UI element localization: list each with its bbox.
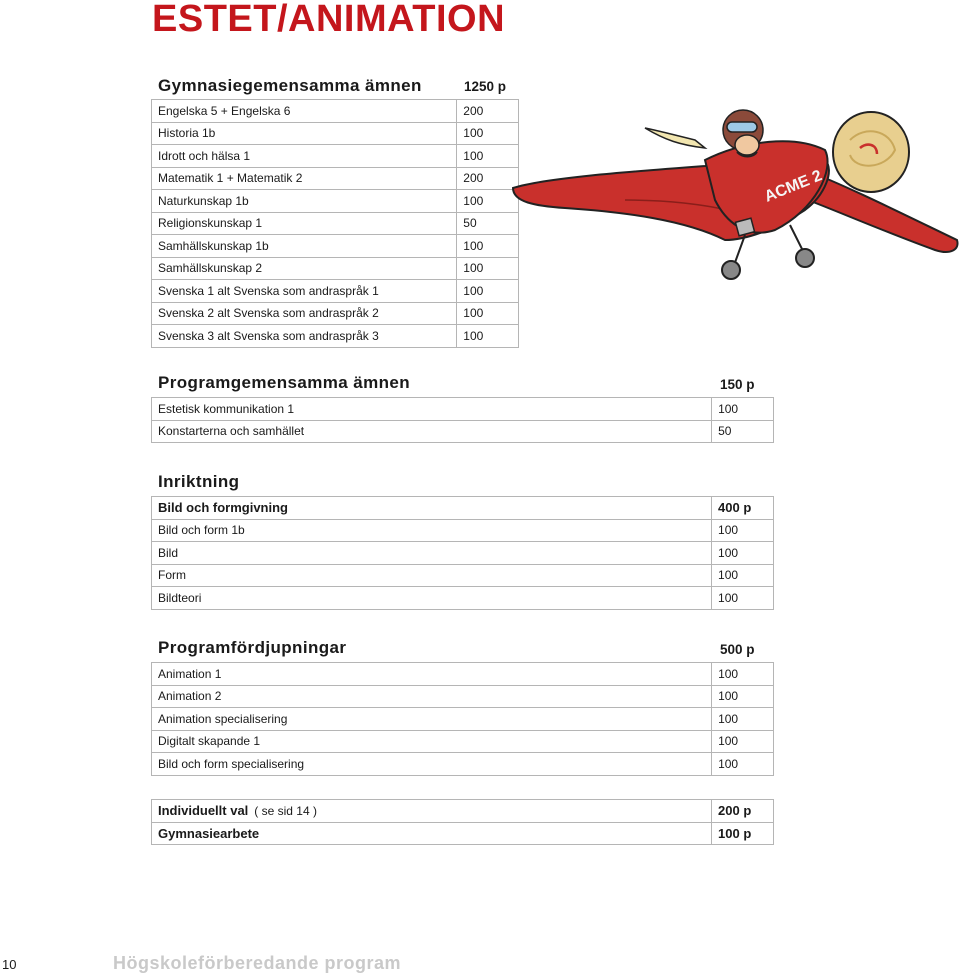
course-name: Bildteori bbox=[152, 587, 712, 610]
section-heading-inriktning: Inriktning bbox=[158, 472, 240, 491]
course-name: Samhällskunskap 1b bbox=[152, 235, 457, 258]
course-name: Animation 1 bbox=[152, 663, 712, 686]
table-programfordjupningar bbox=[151, 662, 774, 776]
table-programgemensamma bbox=[151, 397, 774, 443]
table-row bbox=[152, 708, 774, 731]
course-points: 100 bbox=[457, 190, 519, 213]
section-points-gymnasiegemensamma: 1250 p bbox=[464, 79, 507, 94]
course-name: Animation 2 bbox=[152, 685, 712, 708]
course-points: 100 bbox=[457, 280, 519, 303]
table-row bbox=[152, 145, 519, 168]
course-points: 100 bbox=[457, 257, 519, 280]
course-name: Matematik 1 + Matematik 2 bbox=[152, 167, 457, 190]
course-points: 100 bbox=[712, 564, 774, 587]
table-row bbox=[152, 190, 519, 213]
course-points: 100 bbox=[712, 519, 774, 542]
course-points: 100 bbox=[712, 587, 774, 610]
course-name: Animation specialisering bbox=[152, 708, 712, 731]
course-points: 100 bbox=[712, 730, 774, 753]
table-subheader-row bbox=[152, 497, 774, 520]
table-row bbox=[152, 753, 774, 776]
gymnasiearbete-points: 100 p bbox=[712, 822, 774, 845]
section-points-programgemensamma: 150 p bbox=[720, 377, 755, 392]
table-row bbox=[152, 100, 519, 123]
section-points-programfordjupningar: 500 p bbox=[720, 642, 755, 657]
table-row bbox=[152, 280, 519, 303]
table-row bbox=[152, 257, 519, 280]
table-row bbox=[152, 542, 774, 565]
course-name: Engelska 5 + Engelska 6 bbox=[152, 100, 457, 123]
section-heading-programgemensamma: Programgemensamma ämnen bbox=[158, 373, 411, 392]
course-points: 100 bbox=[457, 145, 519, 168]
table-row bbox=[152, 420, 774, 443]
footer-text: Högskoleförberedande program bbox=[113, 953, 402, 973]
course-name: Historia 1b bbox=[152, 122, 457, 145]
course-name: Svenska 1 alt Svenska som andraspråk 1 bbox=[152, 280, 457, 303]
table-row bbox=[152, 167, 519, 190]
plane-text: ACME 2 bbox=[762, 167, 825, 206]
table-row bbox=[152, 212, 519, 235]
page-number: 10 bbox=[2, 957, 17, 972]
biplane-pilot-illustration bbox=[505, 100, 960, 280]
course-name: Bild och form 1b bbox=[152, 519, 712, 542]
course-name: Konstarterna och samhället bbox=[152, 420, 712, 443]
course-points: 100 bbox=[712, 542, 774, 565]
section-heading-programfordjupningar: Programfördjupningar bbox=[158, 638, 347, 657]
course-points: 100 bbox=[457, 122, 519, 145]
course-name: Bild bbox=[152, 542, 712, 565]
course-name: Religionskunskap 1 bbox=[152, 212, 457, 235]
course-points: 100 bbox=[457, 325, 519, 348]
course-points: 200 bbox=[457, 100, 519, 123]
table-row bbox=[152, 822, 774, 845]
course-points: 200 bbox=[457, 167, 519, 190]
course-points: 100 bbox=[457, 302, 519, 325]
table-row bbox=[152, 302, 519, 325]
table-row bbox=[152, 685, 774, 708]
course-name: Bild och form specialisering bbox=[152, 753, 712, 776]
table-row bbox=[152, 519, 774, 542]
course-name: Form bbox=[152, 564, 712, 587]
course-name: Svenska 2 alt Svenska som andraspråk 2 bbox=[152, 302, 457, 325]
inriktning-points: 400 p bbox=[712, 497, 774, 520]
course-points: 100 bbox=[457, 235, 519, 258]
course-points: 50 bbox=[712, 420, 774, 443]
gymnasiearbete-label: Gymnasiearbete bbox=[152, 822, 712, 845]
table-row bbox=[152, 730, 774, 753]
individuellt-label: Individuellt val bbox=[158, 803, 249, 819]
course-name: Svenska 3 alt Svenska som andraspråk 3 bbox=[152, 325, 457, 348]
table-row bbox=[152, 587, 774, 610]
table-row bbox=[152, 235, 519, 258]
page-title: ESTET/ANIMATION bbox=[152, 0, 506, 40]
course-name: Digitalt skapande 1 bbox=[152, 730, 712, 753]
course-points: 100 bbox=[712, 753, 774, 776]
table-row bbox=[152, 122, 519, 145]
individuellt-points: 200 p bbox=[712, 800, 774, 823]
course-name: Estetisk kommunikation 1 bbox=[152, 398, 712, 421]
course-points: 100 bbox=[712, 398, 774, 421]
course-points: 100 bbox=[712, 708, 774, 731]
table-row bbox=[152, 325, 519, 348]
table-individuellt bbox=[151, 799, 774, 845]
course-points: 50 bbox=[457, 212, 519, 235]
course-name: Idrott och hälsa 1 bbox=[152, 145, 457, 168]
section-heading-gymnasiegemensamma: Gymnasiegemensamma ämnen bbox=[158, 76, 422, 95]
inriktning-name: Bild och formgivning bbox=[152, 497, 712, 520]
table-gymnasiegemensamma bbox=[151, 99, 519, 348]
table-row bbox=[152, 564, 774, 587]
table-inriktning bbox=[151, 496, 774, 610]
course-name: Naturkunskap 1b bbox=[152, 190, 457, 213]
individuellt-cell bbox=[152, 800, 712, 823]
course-name: Samhällskunskap 2 bbox=[152, 257, 457, 280]
course-points: 100 bbox=[712, 663, 774, 686]
table-row bbox=[152, 663, 774, 686]
table-row bbox=[152, 398, 774, 421]
course-points: 100 bbox=[712, 685, 774, 708]
table-row bbox=[152, 800, 774, 823]
individuellt-note: ( se sid 14 ) bbox=[254, 804, 317, 819]
